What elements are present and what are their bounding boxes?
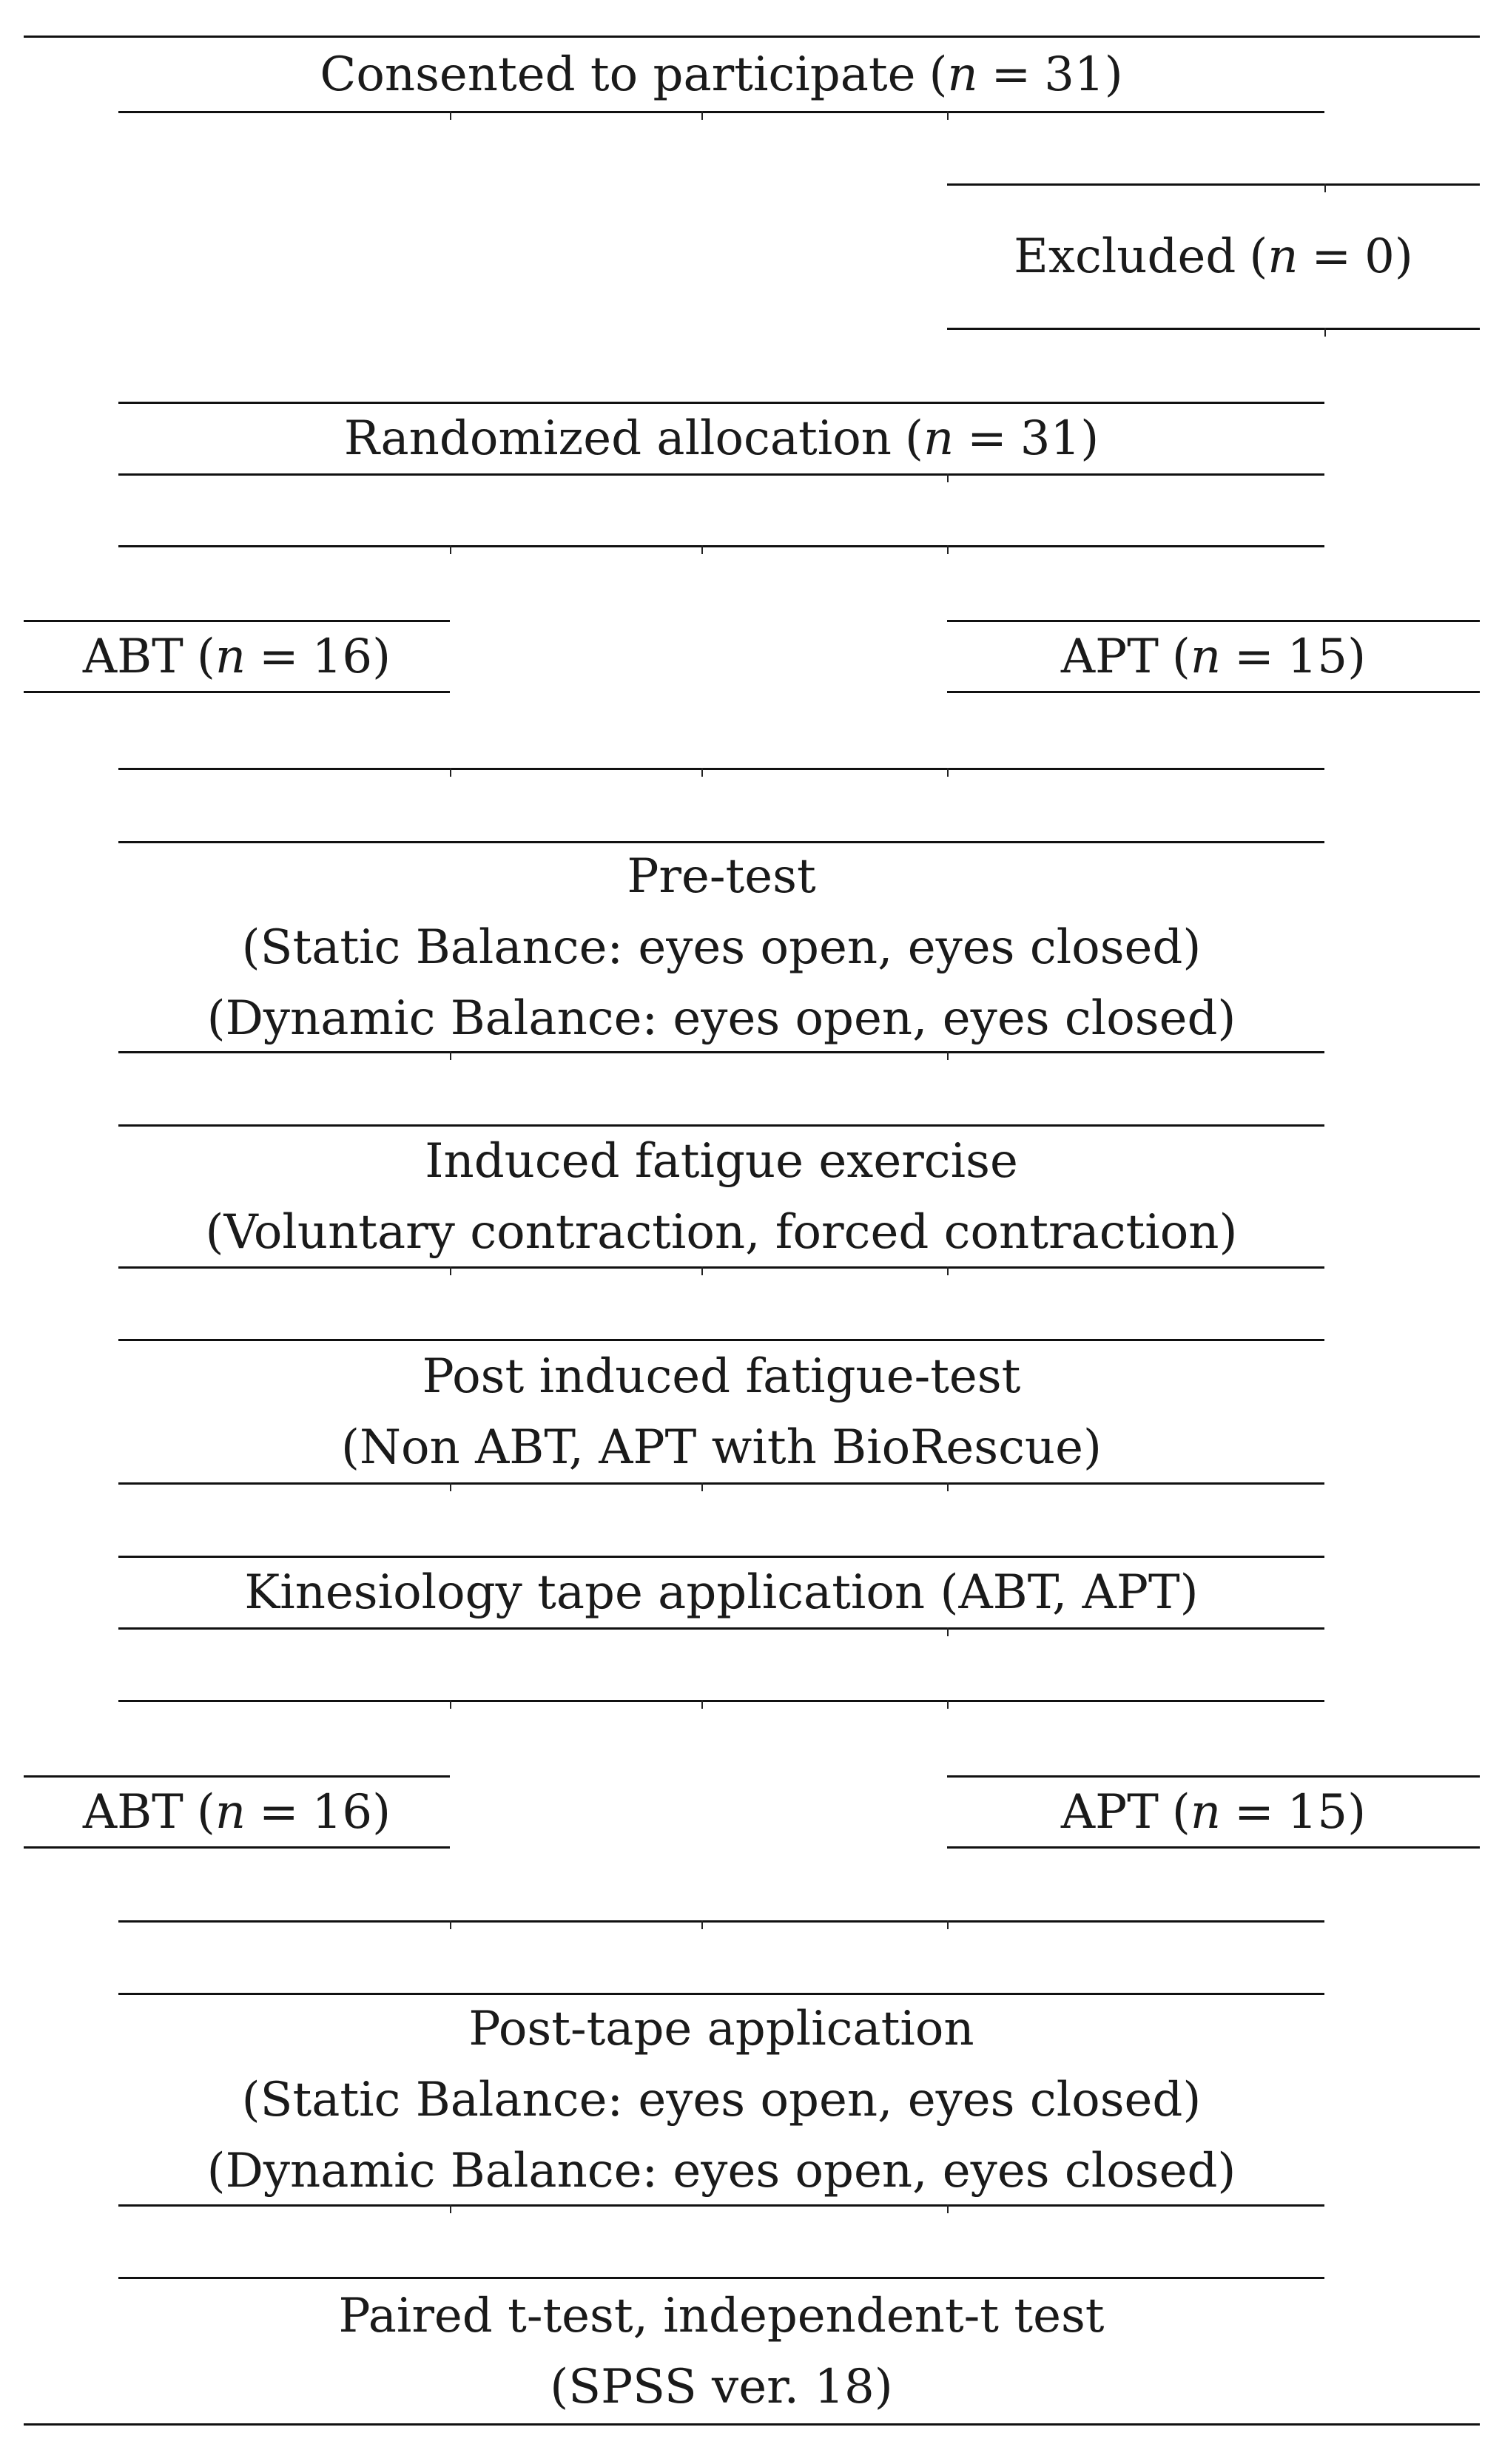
randomized-close-paren: ): [1080, 411, 1099, 466]
spacer-line-3: [118, 1700, 1324, 1702]
apt-group-node-1: [947, 622, 1480, 691]
abt-group-close-paren: ): [372, 629, 391, 684]
apt-group-equals: =: [1234, 629, 1274, 684]
abt-group-equals: =: [259, 629, 299, 684]
column-tick: [947, 111, 949, 120]
abt-group-node-2: [24, 1778, 450, 1846]
column-tick: [450, 768, 451, 777]
column-tick: [450, 111, 451, 120]
abt-group-label: ABT: [82, 629, 183, 684]
column-tick: [1324, 328, 1326, 337]
apt-group-open-paren: (: [1171, 1784, 1191, 1840]
analysis-software: (SPSS ver. 18): [550, 2359, 893, 2414]
consented-open-paren: (: [929, 47, 948, 102]
abt-group-open-paren: (: [196, 629, 215, 684]
apt-group-label: APT: [1060, 1784, 1159, 1840]
randomized-label: Randomized allocation: [343, 411, 892, 466]
column-tick: [701, 768, 703, 777]
pretest-static-balance: (Static Balance: eyes open, eyes closed): [241, 919, 1202, 975]
excluded-close-paren: ): [1394, 229, 1413, 284]
excluded-count: 0: [1364, 229, 1395, 284]
column-tick: [947, 1627, 949, 1636]
randomized-node: [118, 404, 1324, 473]
consented-n-symbol: n: [947, 47, 978, 102]
excluded-equals: =: [1311, 229, 1352, 284]
column-tick: [701, 111, 703, 120]
consented-node: [118, 38, 1324, 111]
excluded-label: Excluded: [1014, 229, 1236, 284]
apt-group-equals: =: [1234, 1784, 1274, 1840]
fatigue-node: [118, 1127, 1324, 1266]
randomized-n-symbol: n: [923, 411, 954, 466]
consented-underline: [118, 111, 1324, 113]
pretest-dynamic-balance: (Dynamic Balance: eyes open, eyes closed): [206, 990, 1236, 1046]
top-border: [24, 36, 1480, 38]
column-tick: [947, 545, 949, 554]
apt-group-close-paren: ): [1347, 1784, 1367, 1840]
column-tick: [947, 768, 949, 777]
post-tape-dynamic-balance: (Dynamic Balance: eyes open, eyes closed): [206, 2143, 1236, 2198]
randomized-count: 31: [1020, 411, 1081, 466]
column-tick: [947, 1920, 949, 1929]
spacer-line-1: [118, 545, 1324, 547]
consented-equals: =: [991, 47, 1031, 102]
spacer-line-2: [118, 768, 1324, 770]
apt-group-count: 15: [1287, 629, 1348, 684]
column-tick: [947, 1266, 949, 1275]
column-tick: [450, 545, 451, 554]
column-tick: [701, 545, 703, 554]
column-tick: [947, 1482, 949, 1491]
apt-group-node-2: [947, 1778, 1480, 1846]
column-tick: [701, 1266, 703, 1275]
kinesiology-title: Kinesiology tape application (ABT, APT): [244, 1565, 1199, 1620]
excluded-open-paren: (: [1249, 229, 1268, 284]
spacer-line-4: [118, 1920, 1324, 1923]
consented-label: Consented to participate: [320, 47, 916, 102]
column-tick: [947, 1700, 949, 1709]
kinesiology-node: [118, 1558, 1324, 1627]
pretest-title: Pre-test: [627, 848, 816, 904]
post-tape-title: Post-tape application: [468, 2001, 974, 2056]
fatigue-detail: (Voluntary contraction, forced contraction): [205, 1204, 1238, 1260]
apt-group-close-paren: ): [1347, 629, 1367, 684]
apt-group-n-symbol: n: [1190, 1784, 1222, 1840]
consented-count: 31: [1044, 47, 1105, 102]
analysis-node: [118, 2279, 1324, 2423]
apt-group-open-paren: (: [1171, 629, 1191, 684]
column-tick: [450, 1920, 451, 1929]
excluded-bottom-line: [947, 328, 1480, 330]
randomized-equals: =: [967, 411, 1007, 466]
apt-group-label: APT: [1060, 629, 1159, 684]
column-tick: [450, 1700, 451, 1709]
analysis-title: Paired t-test, independent-t test: [338, 2288, 1105, 2343]
pretest-node: [118, 843, 1324, 1051]
consented-close-paren: ): [1104, 47, 1123, 102]
randomized-open-paren: (: [904, 411, 923, 466]
column-tick: [947, 473, 949, 482]
abt-group-n-symbol: n: [215, 629, 246, 684]
excluded-node: [947, 186, 1480, 328]
post-fatigue-node: [118, 1341, 1324, 1482]
post-tape-static-balance: (Static Balance: eyes open, eyes closed): [241, 2072, 1202, 2127]
apt-group-count: 15: [1287, 1784, 1348, 1840]
abt-group-open-paren: (: [196, 1784, 215, 1840]
abt-group-count: 16: [311, 629, 373, 684]
column-tick: [701, 1482, 703, 1491]
fatigue-title: Induced fatigue exercise: [425, 1133, 1018, 1189]
abt-group-count: 16: [311, 1784, 373, 1840]
abt-group-close-paren: ): [372, 1784, 391, 1840]
column-tick: [450, 1482, 451, 1491]
abt-group-label: ABT: [82, 1784, 183, 1840]
excluded-n-symbol: n: [1267, 229, 1299, 284]
post-tape-node: [118, 1995, 1324, 2204]
column-tick: [701, 1700, 703, 1709]
abt-group-n-symbol: n: [215, 1784, 246, 1840]
apt-group-n-symbol: n: [1190, 629, 1222, 684]
abt-group-node-1: [24, 622, 450, 691]
bottom-border: [24, 2423, 1480, 2426]
post-fatigue-detail: (Non ABT, APT with BioRescue): [341, 1420, 1102, 1475]
abt-group-equals: =: [259, 1784, 299, 1840]
column-tick: [450, 1266, 451, 1275]
post-fatigue-title: Post induced fatigue-test: [422, 1349, 1021, 1404]
column-tick: [701, 1920, 703, 1929]
